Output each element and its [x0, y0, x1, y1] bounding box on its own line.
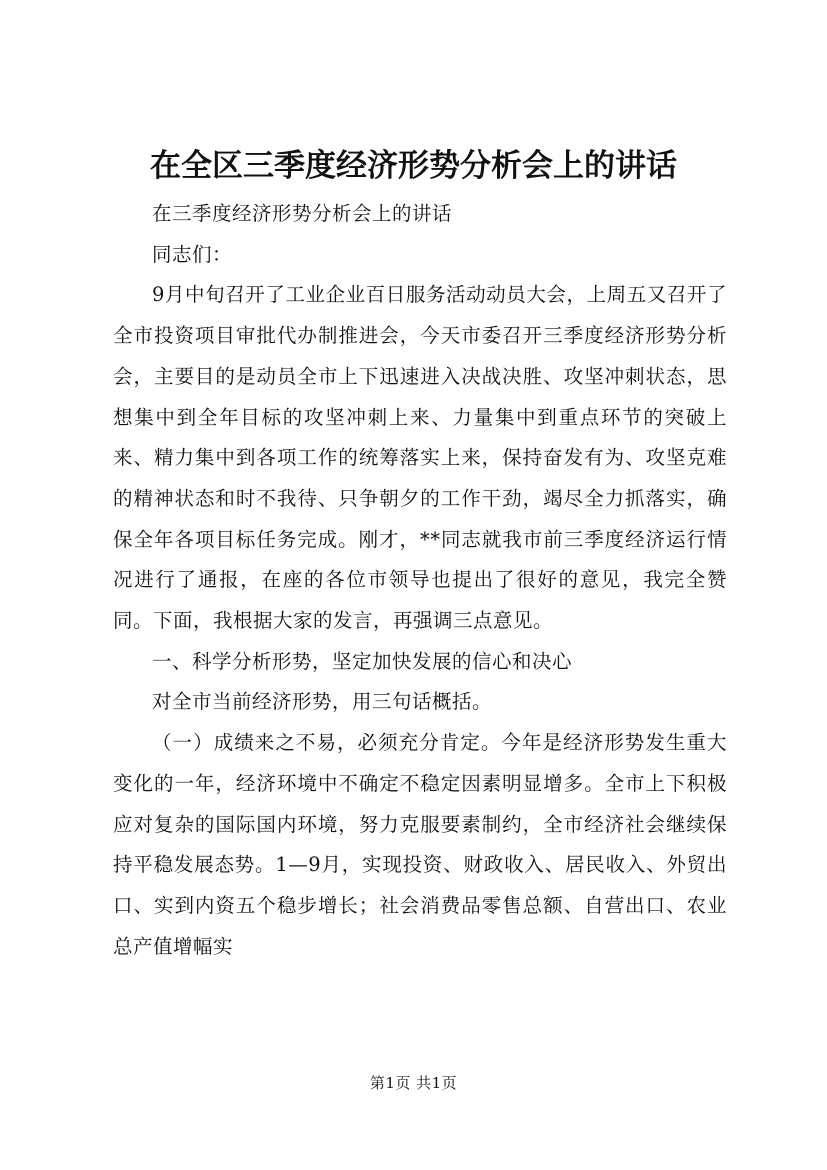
- subtitle-paragraph: 在三季度经济形势分析会上的讲话: [152, 202, 453, 225]
- section-heading: 一、科学分析形势，坚定加快发展的信心和决心: [152, 649, 573, 673]
- intro-paragraph: 9月中旬召开了工业企业百日服务活动动员大会，上周五又召开了全市投资项目审批代办制推进会，今天市委召开三季度经济形势分析会，主要目的是动员全市上下迅速进入决战决胜、攻坚冲刺状态，思想集中到全年目标的攻坚冲刺上来、力量集中到重点环节的突破上来、精力集中到各项工作的统筹落实上来，保持奋发有为、攻坚克难的精神状态和时不我待、只争朝夕的工作干劲，竭尽全力抓落实，确保全年各项目标任务完成。刚才，**同志就我市前三季度经济运行情况进行了通报，在座的各位市领导也提出了很好的意见，我完全赞同。下面，我根据大家的发言，再强调三点意见。: [113, 283, 727, 633]
- summary-paragraph: 对全市当前经济形势，用三句话概括。: [152, 690, 493, 714]
- document-body: [113, 194, 727, 967]
- salutation-paragraph: 同志们：: [152, 242, 233, 266]
- point-one-paragraph: （一）成绩来之不易，必须充分肯定。今年是经济形势发生重大变化的一年，经济环境中不确定不稳定因素明显增多。全市上下积极应对复杂的国际国内环境，努力克服要素制约，全市经济社会继续保持平稳发展态势。1—9月，实现投资、财政收入、居民收入、外贸出口、实到内资五个稳步增长；社会消费品零售总额、自营出口、农业总产值增幅实: [113, 731, 727, 958]
- document-title: 在全区三季度经济形势分析会上的讲话: [150, 148, 677, 184]
- page-footer: 第1页 共1页: [369, 1074, 458, 1092]
